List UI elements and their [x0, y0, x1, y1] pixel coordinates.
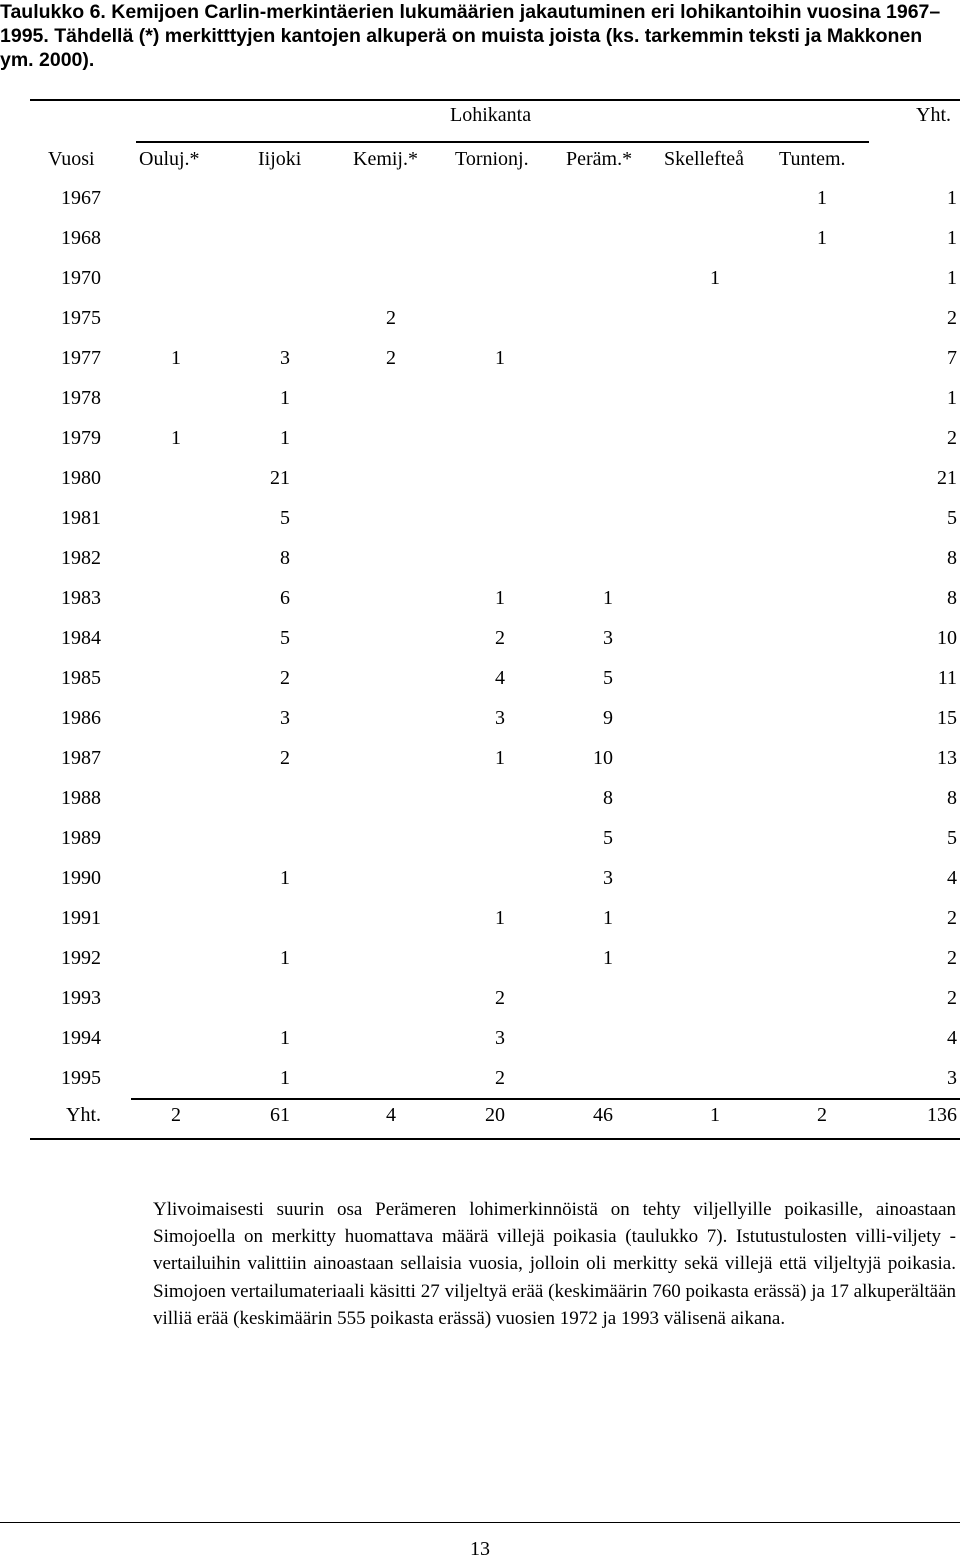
value-cell: 2 [947, 427, 957, 449]
total-label: Yht. [66, 1104, 101, 1126]
column-header-col-skelleftea: Skellefteå [664, 148, 744, 170]
value-cell: 4 [947, 867, 957, 889]
year-cell: 1983 [61, 587, 101, 609]
value-cell: 3 [280, 347, 290, 369]
value-cell: 2 [495, 627, 505, 649]
value-cell: 3 [603, 627, 613, 649]
value-cell: 1 [280, 1027, 290, 1049]
value-cell: 1 [495, 747, 505, 769]
total-row-top-rule [131, 1098, 960, 1100]
year-cell: 1985 [61, 667, 101, 689]
value-cell: 1 [171, 427, 181, 449]
year-cell: 1970 [61, 267, 101, 289]
value-cell: 2 [280, 667, 290, 689]
group-header-lohikanta: Lohikanta [450, 104, 532, 126]
value-cell: 8 [947, 587, 957, 609]
value-cell: 9 [603, 707, 613, 729]
column-header-col-ouluj: Ouluj.* [139, 148, 200, 170]
value-cell: 1 [280, 427, 290, 449]
year-cell: 1990 [61, 867, 101, 889]
page-number: 13 [470, 1538, 490, 1560]
table-caption: Taulukko 6. Kemijoen Carlin-merkintäerien lukumäärien jakautuminen eri lohikantoihin vuosina 1967–1995. Tähdellä (*) merkitttyjen kantojen alkuperä on muista joista (ks. tarkemmin teksti ja Makkonen ym. 2000). [0, 1, 941, 71]
value-cell: 4 [495, 667, 505, 689]
year-cell: 1981 [61, 507, 101, 529]
value-cell: 8 [280, 547, 290, 569]
value-cell: 1 [495, 907, 505, 929]
total-value: 1 [710, 1104, 720, 1126]
value-cell: 1 [280, 867, 290, 889]
year-cell: 1980 [61, 467, 101, 489]
value-cell: 1 [280, 1067, 290, 1089]
year-cell: 1994 [61, 1027, 101, 1049]
value-cell: 1 [603, 947, 613, 969]
value-cell: 2 [495, 1067, 505, 1089]
body-paragraph: Ylivoimaisesti suurin osa Perämeren lohimerkinnöistä on tehty viljellyille poikasille, ainoastaan Simojoella on merkitty huomattava määrä villejä poikasia (taulukko 7). Istutustulosten villi-viljety -vertailuihin valittiin ainoastaan sellaisia vuosia, jolloin oli merkitty sekä villejä että viljeltyjä poikasia. Simojoen vertailumateriaali käsitti 27 viljeltyä erää (keskimäärin 760 poikasta erässä) ja 17 alkuperältään villiä erää (keskimäärin 555 poikasta erässä) vuosien 1972 ja 1993 välisenä aikana. [153, 1199, 956, 1329]
year-cell: 1984 [61, 627, 101, 649]
column-header-col-vuosi: Vuosi [48, 148, 95, 170]
value-cell: 1 [817, 227, 827, 249]
year-cell: 1989 [61, 827, 101, 849]
value-cell: 1 [947, 267, 957, 289]
value-cell: 10 [937, 627, 957, 649]
value-cell: 3 [280, 707, 290, 729]
value-cell: 2 [280, 747, 290, 769]
value-cell: 13 [937, 747, 957, 769]
total-value: 2 [171, 1104, 181, 1126]
total-value: 46 [593, 1104, 613, 1126]
value-cell: 3 [495, 1027, 505, 1049]
total-value: 136 [927, 1104, 957, 1126]
value-cell: 2 [947, 907, 957, 929]
year-cell: 1968 [61, 227, 101, 249]
value-cell: 1 [603, 907, 613, 929]
value-cell: 11 [937, 667, 957, 689]
value-cell: 2 [386, 307, 396, 329]
year-cell: 1982 [61, 547, 101, 569]
value-cell: 7 [947, 347, 957, 369]
value-cell: 2 [947, 987, 957, 1009]
value-cell: 2 [947, 307, 957, 329]
group-header-rule [136, 141, 869, 143]
table-bottom-rule [30, 1138, 960, 1140]
year-cell: 1978 [61, 387, 101, 409]
value-cell: 5 [947, 507, 957, 529]
year-cell: 1986 [61, 707, 101, 729]
column-header-col-iijoki: Iijoki [258, 148, 302, 170]
value-cell: 1 [947, 187, 957, 209]
value-cell: 1 [603, 587, 613, 609]
table-top-rule [30, 99, 960, 101]
year-cell: 1979 [61, 427, 101, 449]
value-cell: 1 [710, 267, 720, 289]
year-cell: 1967 [61, 187, 101, 209]
value-cell: 2 [495, 987, 505, 1009]
value-cell: 21 [937, 467, 957, 489]
value-cell: 6 [280, 587, 290, 609]
value-cell: 15 [937, 707, 957, 729]
value-cell: 8 [603, 787, 613, 809]
value-cell: 1 [947, 387, 957, 409]
value-cell: 1 [495, 587, 505, 609]
total-value: 61 [270, 1104, 290, 1126]
value-cell: 8 [947, 547, 957, 569]
footer-rule [0, 1522, 960, 1523]
value-cell: 1 [280, 387, 290, 409]
year-cell: 1995 [61, 1067, 101, 1089]
value-cell: 10 [593, 747, 613, 769]
value-cell: 5 [603, 827, 613, 849]
year-cell: 1993 [61, 987, 101, 1009]
column-header-col-tuntem: Tuntem. [779, 148, 846, 170]
value-cell: 2 [947, 947, 957, 969]
value-cell: 1 [171, 347, 181, 369]
value-cell: 3 [947, 1067, 957, 1089]
year-cell: 1992 [61, 947, 101, 969]
column-header-col-tornionj: Tornionj. [455, 148, 529, 170]
value-cell: 1 [947, 227, 957, 249]
value-cell: 2 [386, 347, 396, 369]
value-cell: 1 [280, 947, 290, 969]
value-cell: 21 [270, 467, 290, 489]
value-cell: 5 [280, 507, 290, 529]
value-cell: 5 [947, 827, 957, 849]
value-cell: 4 [947, 1027, 957, 1049]
year-cell: 1977 [61, 347, 101, 369]
value-cell: 5 [603, 667, 613, 689]
value-cell: 3 [603, 867, 613, 889]
year-cell: 1987 [61, 747, 101, 769]
total-value: 4 [386, 1104, 396, 1126]
total-value: 2 [817, 1104, 827, 1126]
value-cell: 1 [817, 187, 827, 209]
column-header-col-kemij: Kemij.* [353, 148, 418, 170]
year-cell: 1991 [61, 907, 101, 929]
value-cell: 5 [280, 627, 290, 649]
year-cell: 1975 [61, 307, 101, 329]
value-cell: 1 [495, 347, 505, 369]
year-cell: 1988 [61, 787, 101, 809]
total-value: 20 [485, 1104, 505, 1126]
column-header-col-peram: Peräm.* [566, 148, 633, 170]
total-column-header: Yht. [916, 104, 951, 126]
value-cell: 8 [947, 787, 957, 809]
value-cell: 3 [495, 707, 505, 729]
